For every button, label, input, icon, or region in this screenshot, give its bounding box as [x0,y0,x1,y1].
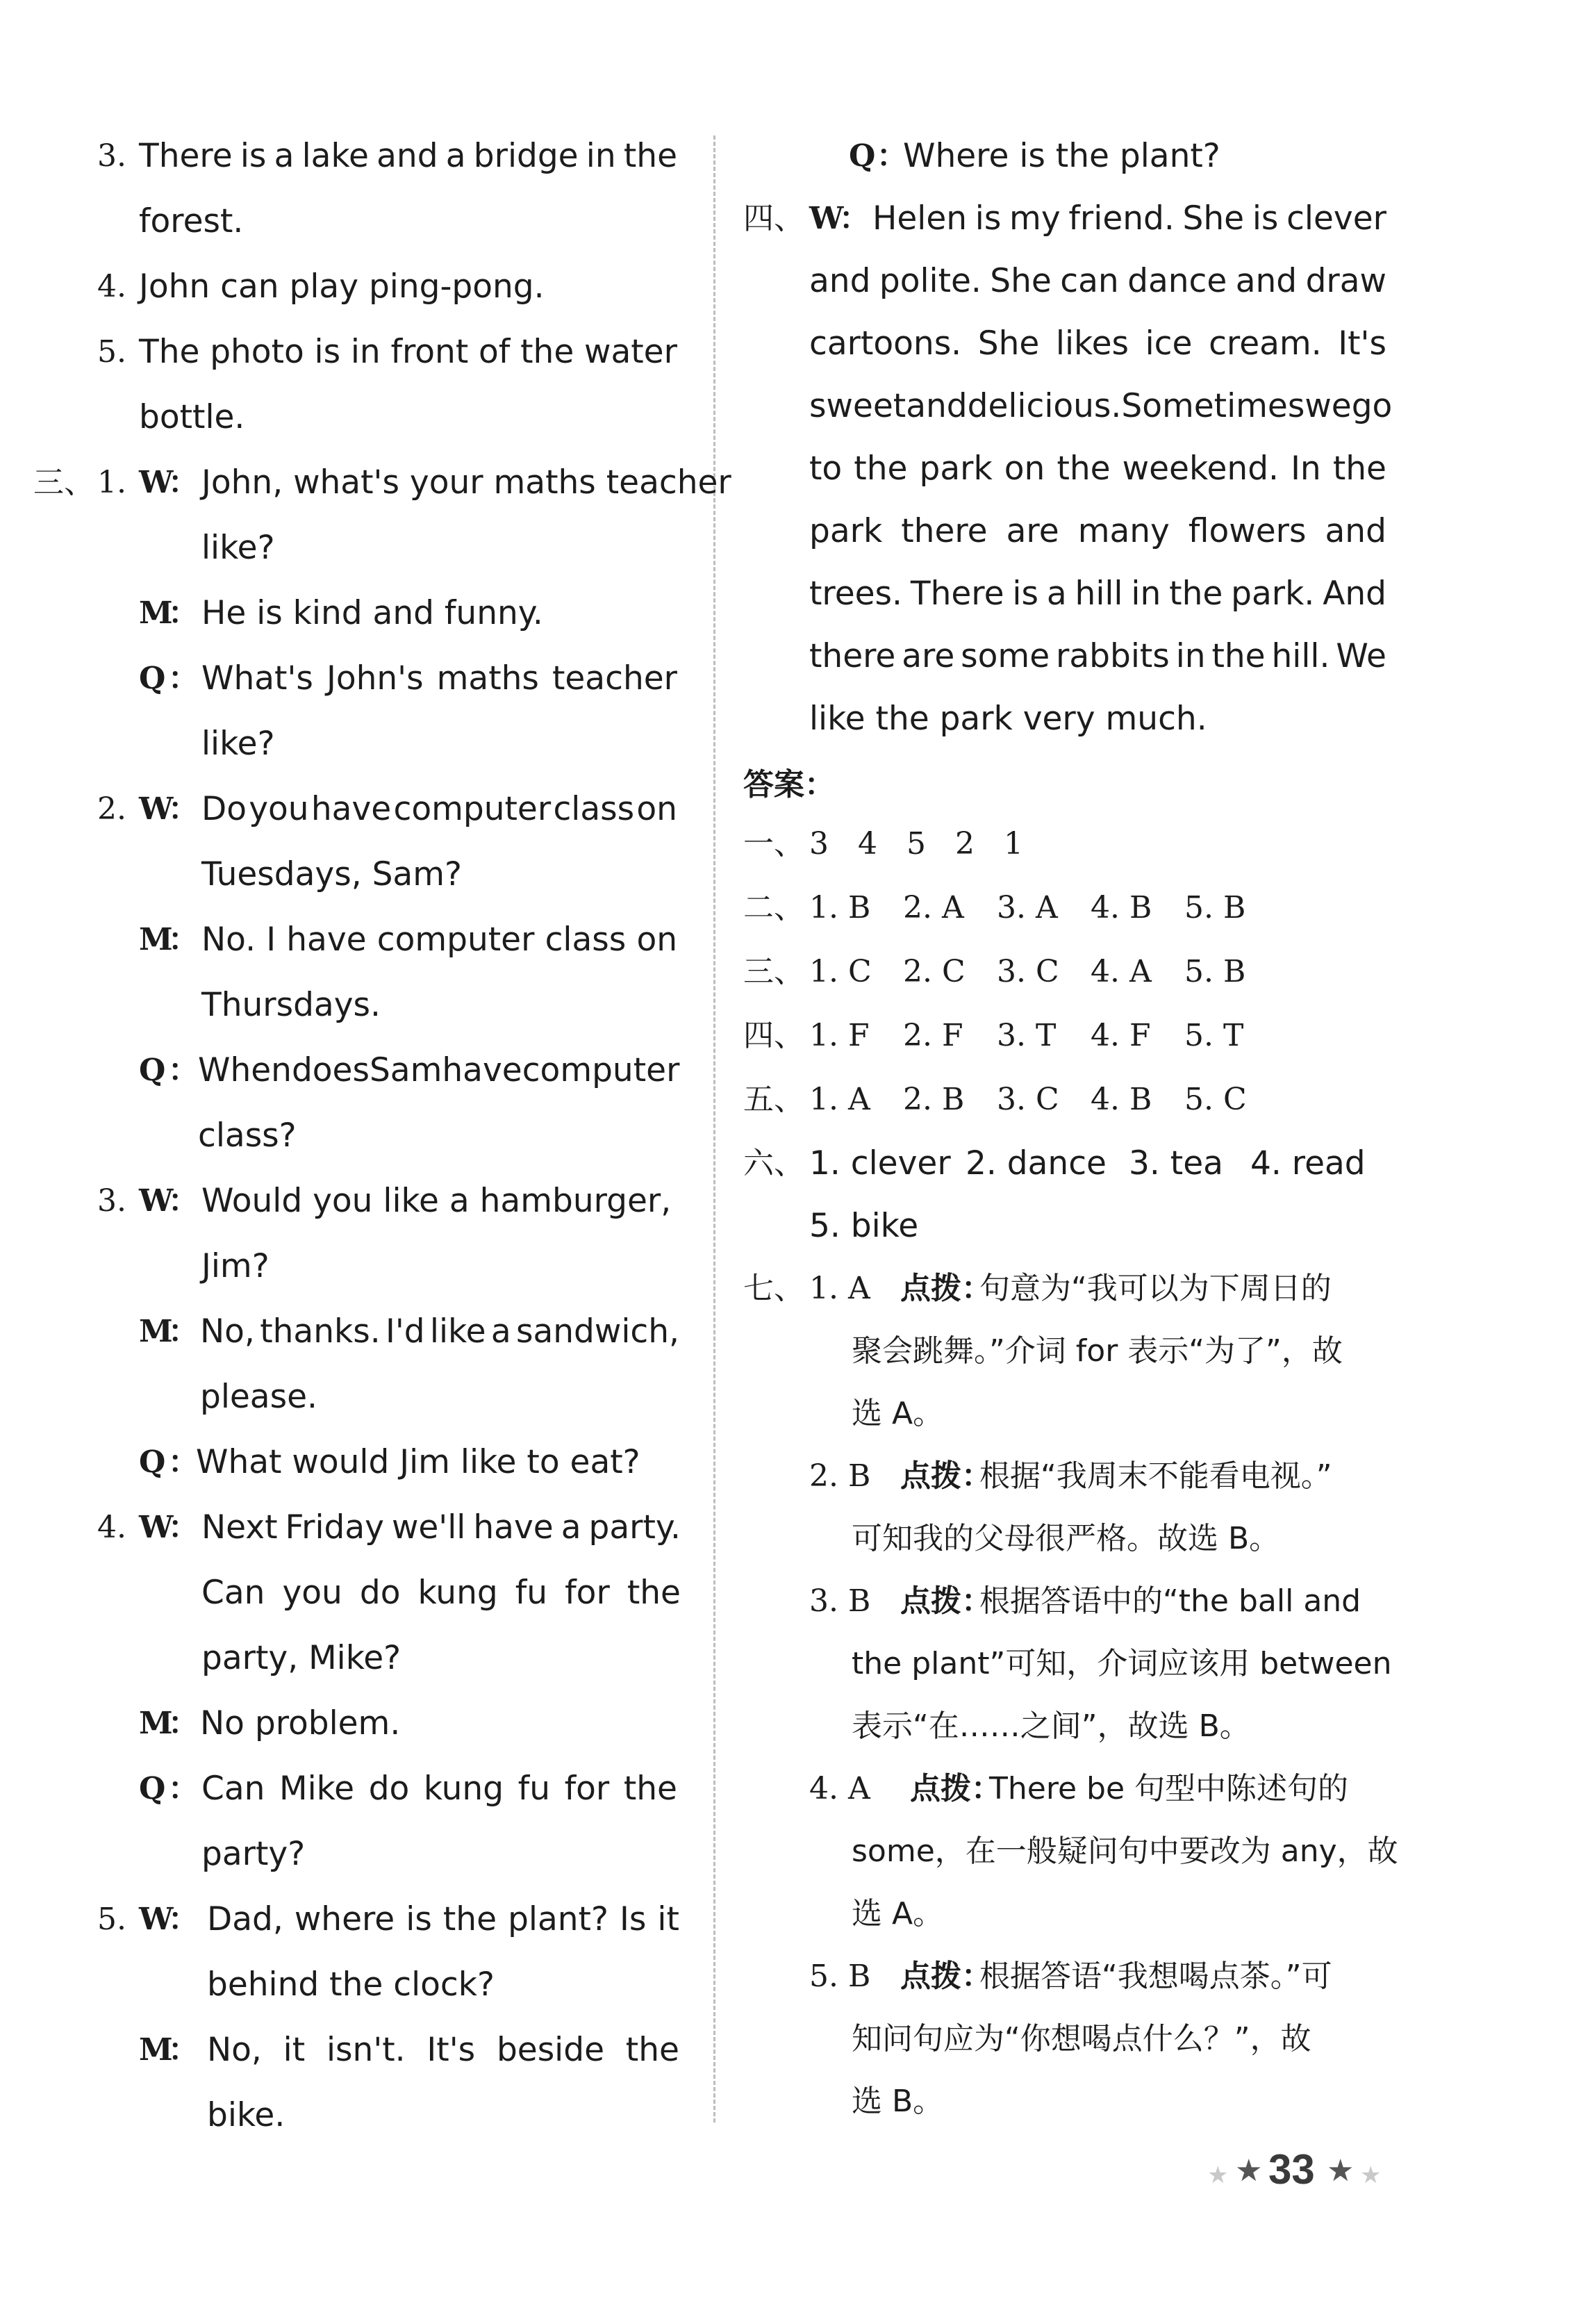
answer-item: 4. A [1091,954,1152,989]
answer-item: 5. T [1184,1018,1244,1053]
answer-item: 2. F [903,1018,963,1053]
answer-key: 3. B [809,1583,871,1619]
speaker-label: Q [139,1053,166,1088]
speaker-colon: ： [168,661,199,696]
dialog-line: Can Mike do kung fu for the [201,1770,677,1808]
speaker-label: M [139,595,173,631]
section-marker: 五、 [743,1082,804,1117]
passage-line: Helen is my friend. She is clever [872,199,1386,238]
section-marker: 三、 [743,954,804,989]
answer-row [743,1015,1278,1057]
speaker-colon: ： [877,138,907,174]
dialog-line: party, Mike? [201,1639,401,1677]
answers-heading: 答案： [743,767,835,802]
section-marker: 四、 [743,1018,804,1053]
answer-row [743,951,1278,993]
explanation-line: 表示“在……之间”，故选 B。 [852,1708,1250,1744]
answer-item: 4. read [1250,1144,1366,1182]
star-icon: ★ [1327,2153,1355,2189]
explanation-line: 根据答语“我想喝点茶。”可 [979,1959,1332,1994]
section-marker: 六、 [743,1146,804,1181]
answer-row [743,823,1052,865]
dialog-line: behind the clock? [207,1965,495,2004]
answer-item: 2. C [903,954,966,989]
dialog-number: 4. [97,1510,126,1545]
dialog-number: 2. [97,791,126,827]
explanation-line: 根据“我周末不能看电视。” [979,1458,1332,1494]
passage-line: park there are many flowers and [809,512,1386,550]
answer-key: 5. B [809,1959,871,1994]
answer-item: 4 [858,826,877,862]
answer-row [743,1079,1278,1121]
dialog-line: Where is the plant? [903,137,1220,175]
dialog-line: Can you do kung fu for the [201,1574,681,1612]
item-number: 4. [97,269,126,304]
dialog-number: 3. [97,1183,126,1219]
hint-label: 点拨： [900,1959,992,1994]
speaker-label: W [139,1183,174,1219]
passage-line: and polite. She can dance and draw [809,262,1386,300]
speaker-colon: ： [168,1183,199,1219]
explanation-line: 句意为“我可以为下周日的 [979,1271,1332,1306]
answer-item: 4. B [1091,1082,1152,1117]
speaker-colon: ： [168,922,199,957]
section-marker: 二、 [743,890,804,925]
hint-label: 点拨： [900,1583,992,1619]
explanation-line: 选 A。 [852,1396,944,1431]
dialog-line: Thursdays. [201,986,381,1024]
item-number: 5. [97,334,126,370]
answer-item: 2 [955,826,975,862]
page-number: 33 [1268,2146,1315,2193]
hint-label: 点拨： [900,1271,992,1306]
hint-label: 点拨： [910,1771,1002,1806]
dialog-line: No. I have computer class on [201,921,677,959]
speaker-label: M [139,922,173,957]
passage-line: to the park on the weekend. In the [809,450,1386,488]
answer-item: 3. C [997,954,1059,989]
item-text: There is a lake and a bridge in the [139,137,677,175]
dialog-line: When does Sam have computer [198,1051,680,1089]
answer-item: 5. bike [809,1207,919,1245]
explanation-line: 聚会跳舞。”介词 for 表示“为了”，故 [852,1333,1343,1369]
star-icon: ★ [1207,2161,1229,2189]
explanation-line: 选 B。 [852,2084,944,2119]
speaker-colon: ： [168,2032,199,2068]
answer-item: 1 [1004,826,1023,862]
speaker-colon: ： [168,1444,199,1480]
speaker-colon: ： [168,791,199,827]
explanation-line: 选 A。 [852,1896,944,1931]
dialog-line: What would Jim like to eat? [196,1443,640,1481]
dialog-line: Would you like a hamburger, [201,1182,672,1220]
column-divider [713,135,715,2123]
speaker-label: Q [139,661,166,696]
answer-item: 3. A [997,890,1058,925]
dialog-line: He is kind and funny. [201,594,543,632]
hint-label: 点拨： [900,1458,992,1494]
item-text: The photo is in front of the water [139,333,677,371]
section-marker: 七、 [743,1271,804,1306]
section-marker: 四、 [743,201,804,236]
item-number: 3. [97,138,126,174]
section-marker: 三、 [33,465,94,500]
dialog-line: Jim? [201,1247,270,1285]
speaker-label: W [139,1902,174,1937]
answer-item: 3. C [997,1082,1059,1117]
answer-item: 5. B [1184,954,1246,989]
answer-item: 1. B [809,890,871,925]
dialog-line: What's John's maths teacher [201,659,677,698]
star-icon: ★ [1360,2161,1382,2189]
answer-key: 2. B [809,1458,871,1494]
explanation-line: some，在一般疑问句中要改为 any，故 [852,1833,1398,1869]
passage-line: trees. There is a hill in the park. And [809,575,1386,613]
answer-item: 3 [809,826,829,862]
answer-item: 1. F [809,1018,870,1053]
dialog-line: No problem. [200,1704,401,1742]
answer-row [743,887,1278,929]
speaker-colon: ： [168,1902,199,1937]
dialog-line: Do you have computer class on [201,790,677,828]
explanation-line: There be 句型中陈述句的 [989,1771,1348,1806]
explanation-line: 知问句应为“你想喝点什么？”，故 [852,2021,1311,2057]
answer-item: 5. C [1184,1082,1247,1117]
answer-item: 3. tea [1129,1144,1223,1182]
speaker-colon: ： [168,465,199,500]
dialog-line: class? [198,1116,297,1155]
speaker-colon: ： [168,1771,199,1806]
dialog-line: Dad, where is the plant? Is it [207,1900,679,1938]
answer-key: 4. A [809,1771,870,1806]
answer-item: 4. B [1091,890,1152,925]
answer-item: 1. C [809,954,872,989]
item-text: bottle. [139,398,245,436]
speaker-label: M [139,1314,173,1349]
answer-item: 5 [906,826,926,862]
dialog-line: No, it isn't. It's beside the [207,2031,679,2069]
speaker-label: Q [139,1771,166,1806]
speaker-colon: ： [168,595,199,631]
answer-key: 1. A [809,1271,870,1306]
dialog-line: like? [201,725,275,763]
speaker-label: W [809,201,844,236]
dialog-line: Tuesdays, Sam? [201,855,462,893]
dialog-line: bike. [207,2096,285,2134]
answer-item: 2. A [903,890,964,925]
passage-line: cartoons. She likes ice cream. It's [809,324,1386,363]
speaker-label: W [139,791,174,827]
explanation-line: the plant”可知，介词应该用 between [852,1646,1392,1681]
speaker-colon: ： [168,1510,199,1545]
speaker-label: M [139,2032,173,2068]
dialog-line: John, what's your maths teacher [201,463,731,502]
speaker-label: W [139,1510,174,1545]
answer-item: 4. F [1091,1018,1151,1053]
speaker-colon: ： [168,1314,199,1349]
answer-item: 3. T [997,1018,1057,1053]
dialog-line: No, thanks. I'd like a sandwich, [200,1312,679,1351]
explanation-line: 根据答语中的“the ball and [979,1583,1361,1619]
item-text: forest. [139,202,244,240]
passage-line: like the park very much. [809,700,1207,738]
speaker-colon: ： [168,1706,199,1741]
answer-item: 2. dance [966,1144,1107,1182]
speaker-colon: ： [168,1053,199,1088]
dialog-line: Next Friday we'll have a party. [201,1508,681,1547]
dialog-line: like? [201,529,275,567]
answer-item: 1. clever [809,1144,951,1182]
item-text: John can play ping-pong. [139,267,545,306]
passage-line: there are some rabbits in the hill. We [809,637,1386,675]
dialog-number: 1. [97,465,126,500]
speaker-label: Q [849,138,876,174]
answer-item: 1. A [809,1082,870,1117]
explanation-line: 可知我的父母很严格。故选 B。 [852,1521,1280,1556]
dialog-line: party? [201,1835,306,1873]
answer-item: 2. B [903,1082,965,1117]
section-marker: 一、 [743,826,804,862]
speaker-label: Q [139,1444,166,1480]
speaker-label: W [139,465,174,500]
speaker-label: M [139,1706,173,1741]
answer-item: 5. B [1184,890,1246,925]
passage-line: sweet and delicious. Sometimes we go [809,387,1393,425]
star-icon: ★ [1235,2153,1263,2189]
dialog-line: please. [200,1378,317,1416]
speaker-colon: ： [839,201,870,236]
dialog-number: 5. [97,1902,126,1937]
